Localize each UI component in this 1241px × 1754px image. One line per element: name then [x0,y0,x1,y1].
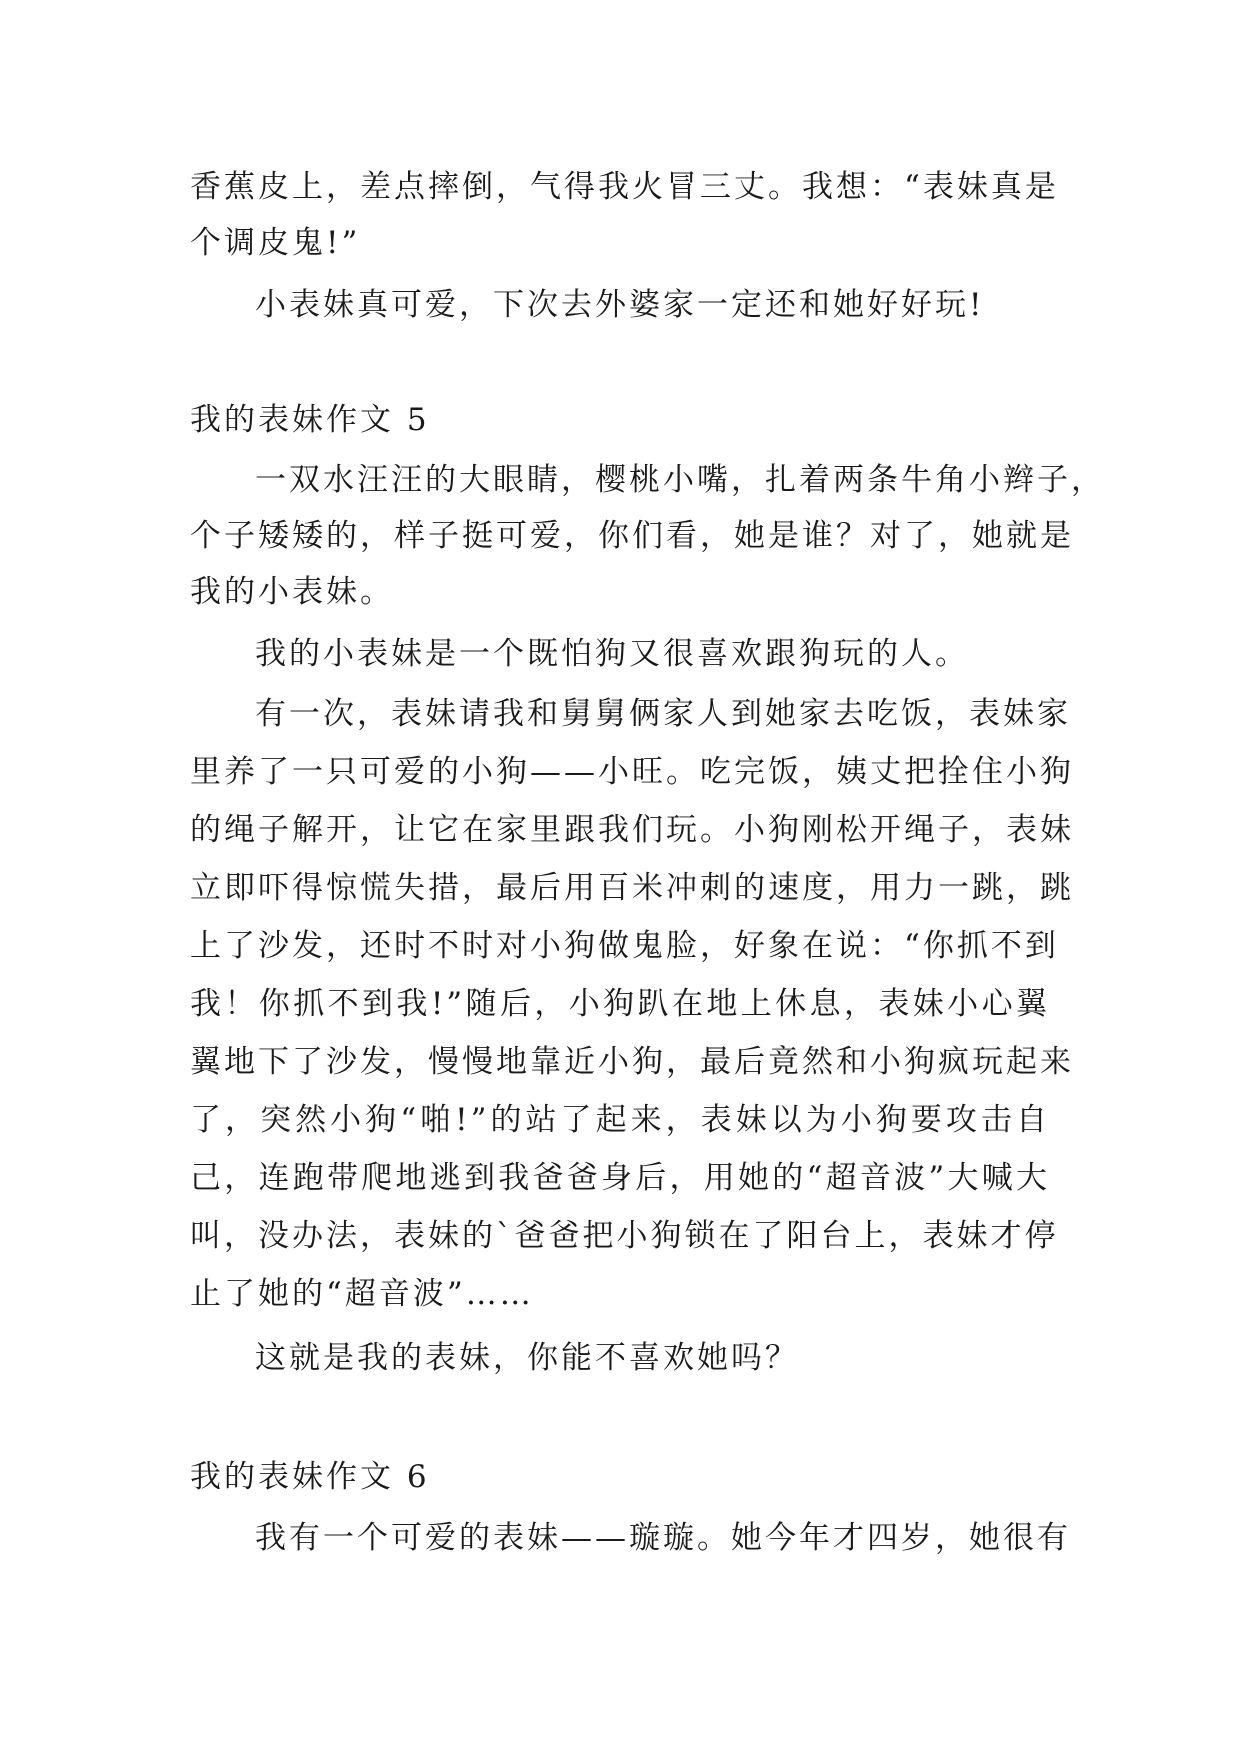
section-heading: 我的表妹作文 6 [190,1459,430,1495]
text-line: 叫，没办法，表妹的`爸爸把小狗锁在了阳台上，表妹才停 [190,1218,1059,1254]
text-line: 里养了一只可爱的小狗——小旺。吃完饭，姨丈把拴住小狗 [190,754,1074,790]
text-line: 立即吓得惊慌失措，最后用百米冲刺的速度，用力一跳，跳 [190,870,1074,906]
text-line: 止了她的“超音波”…… [190,1276,534,1312]
text-line: 有一次，表妹请我和舅舅俩家人到她家去吃饭，表妹家 [255,696,1071,732]
text-line: 个调皮鬼!” [190,225,361,261]
paragraph: 我的小表妹是一个既怕狗又很喜欢跟狗玩的人。 [255,636,969,672]
text-line: 了，突然小狗“啪!”的站了起来，表妹以为小狗要攻击自 [190,1102,1050,1138]
text-line: 翼地下了沙发，慢慢地靠近小狗，最后竟然和小狗疯玩起来 [190,1044,1074,1080]
text-line: 我的小表妹。 [190,574,394,610]
text-line: 的绳子解开，让它在家里跟我们玩。小狗刚松开绳子，表妹 [190,812,1074,848]
text-line: 我！你抓不到我!”随后，小狗趴在地上休息，表妹小心翼 [190,986,1050,1022]
text-line: 一双水汪汪的大眼睛，樱桃小嘴，扎着两条牛角小辫子， [255,462,1105,498]
text-line: 上了沙发，还时不时对小狗做鬼脸，好象在说：“你抓不到 [190,928,1059,964]
text-line: 香蕉皮上，差点摔倒，气得我火冒三丈。我想：“表妹真是 [190,169,1059,205]
section-heading: 我的表妹作文 5 [190,402,430,438]
paragraph: 这就是我的表妹，你能不喜欢她吗？ [255,1340,799,1376]
text-line: 我有一个可爱的表妹——璇璇。她今年才四岁，她很有 [255,1520,1071,1556]
text-line: 个子矮矮的，样子挺可爱，你们看，她是谁？对了，她就是 [190,518,1074,554]
paragraph: 小表妹真可爱，下次去外婆家一定还和她好好玩! [255,287,985,323]
text-line: 己，连跑带爬地逃到我爸爸身后，用她的“超音波”大喊大 [190,1160,1050,1196]
